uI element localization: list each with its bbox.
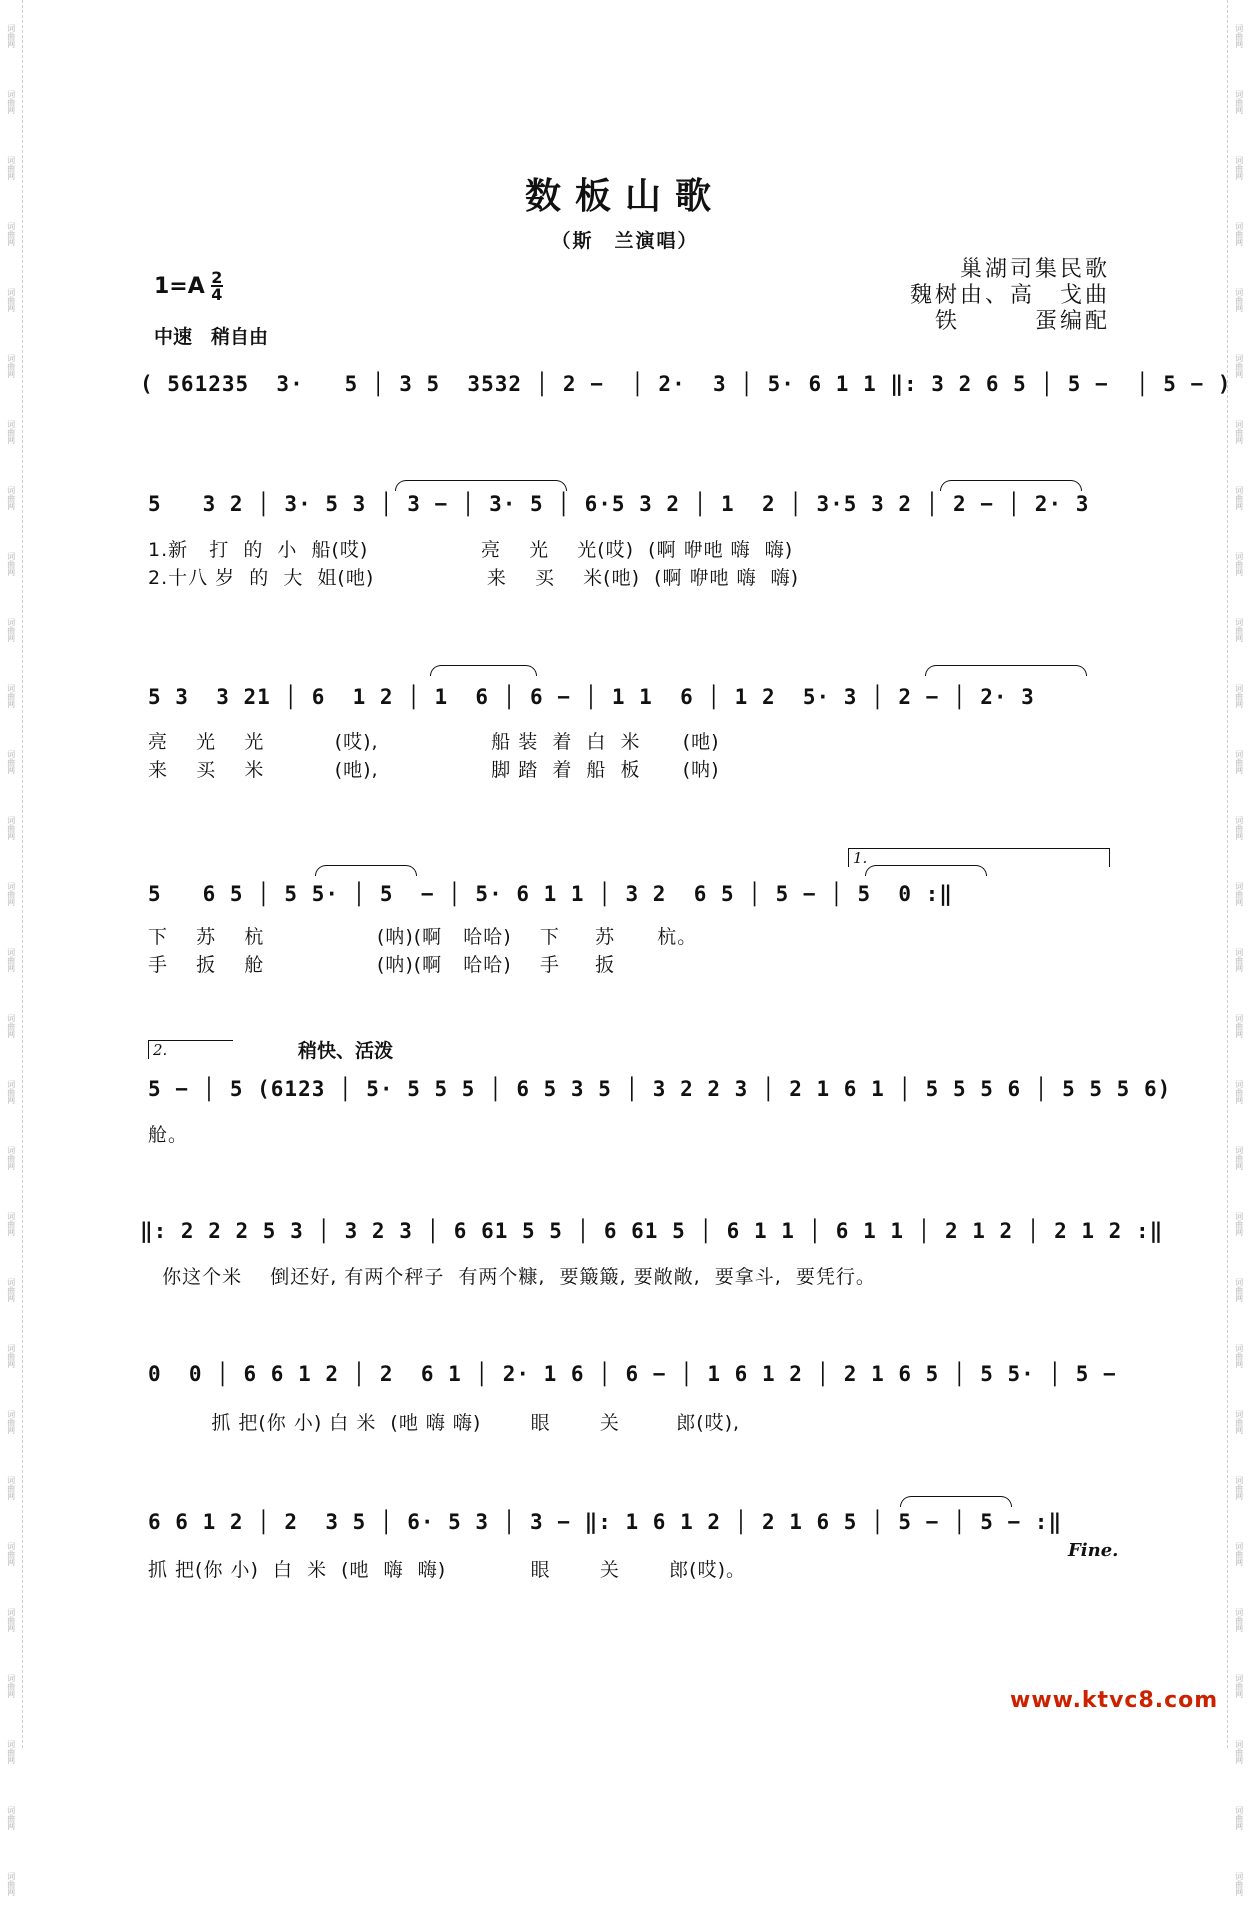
performer-subtitle: （斯 兰演唱） xyxy=(551,230,699,252)
fine-mark: Fine. xyxy=(1068,1540,1119,1561)
side-watermark-text: 词曲网 xyxy=(1234,288,1244,312)
side-watermark-text: 词曲网 xyxy=(1234,90,1244,114)
side-watermark-text: 词曲网 xyxy=(6,882,16,906)
side-watermark-text: 词曲网 xyxy=(6,948,16,972)
lyric-verse-2: 手 扳 舱 (呐)(啊 哈哈) 手 扳 xyxy=(148,954,616,976)
side-watermark-text: 词曲网 xyxy=(1234,1410,1244,1434)
side-watermark-text: 词曲网 xyxy=(6,1344,16,1368)
side-watermark-text: 词曲网 xyxy=(6,1014,16,1038)
side-watermark-text: 词曲网 xyxy=(1234,1608,1244,1632)
side-watermark-text: 词曲网 xyxy=(6,486,16,510)
side-watermark-text: 词曲网 xyxy=(6,1476,16,1500)
side-watermark-text: 词曲网 xyxy=(1234,222,1244,246)
side-watermark-text: 词曲网 xyxy=(1234,1872,1244,1896)
site-watermark: www.ktvc8.com xyxy=(1010,1688,1219,1713)
notation-line: 6 6 1 2 │ 2 3 5 │ 6· 5 3 │ 3 − ‖: 1 6 1 2 │ 2 1 6 5 │ 5 − │ 5 − :‖ xyxy=(148,1510,1063,1534)
lyric-verse-2: 2.十八 岁 的 大 姐(吔) 来 买 米(吔) (啊 咿吔 嗨 嗨) xyxy=(148,567,800,589)
side-watermark-text: 词曲网 xyxy=(1234,750,1244,774)
side-watermark-text: 词曲网 xyxy=(1234,156,1244,180)
second-ending: 2. xyxy=(148,1040,233,1059)
side-watermark-text: 词曲网 xyxy=(6,222,16,246)
side-watermark-text: 词曲网 xyxy=(1234,1014,1244,1038)
lyric-verse-1: 下 苏 杭 (呐)(啊 哈哈) 下 苏 杭。 xyxy=(148,926,698,948)
side-watermark-text: 词曲网 xyxy=(6,1674,16,1698)
side-watermark-text: 词曲网 xyxy=(1234,1146,1244,1170)
side-watermark-text: 词曲网 xyxy=(1234,882,1244,906)
time-signature: $\frac{2}{4}$ xyxy=(211,268,223,304)
first-ending: 1. xyxy=(848,848,1110,867)
side-watermark-text: 词曲网 xyxy=(6,1806,16,1830)
side-watermark-text: 词曲网 xyxy=(6,354,16,378)
side-watermark-text: 词曲网 xyxy=(1234,684,1244,708)
side-watermark-text: 词曲网 xyxy=(6,1608,16,1632)
side-watermark-text: 词曲网 xyxy=(6,1740,16,1764)
right-watermark-strip xyxy=(1227,0,1250,1896)
side-watermark-text: 词曲网 xyxy=(1234,1476,1244,1500)
notation-line: 5 3 3 21 │ 6 1 2 │ 1 6 │ 6 − │ 1 1 6 │ 1 2 5· 3 │ 2 − │ 2· 3 xyxy=(148,685,1035,709)
notation-line: 0 0 │ 6 6 1 2 │ 2 6 1 │ 2· 1 6 │ 6 − │ 1 6 1 2 │ 2 1 6 5 │ 5 5· │ 5 − xyxy=(148,1362,1117,1386)
side-watermark-text: 词曲网 xyxy=(1234,552,1244,576)
left-watermark-strip xyxy=(0,0,23,1896)
side-watermark-text: 词曲网 xyxy=(1234,1212,1244,1236)
side-watermark-text: 词曲网 xyxy=(1234,1542,1244,1566)
side-watermark-text: 词曲网 xyxy=(1234,1806,1244,1830)
side-watermark-text: 词曲网 xyxy=(6,552,16,576)
credit-line-3: 铁 蛋编配 xyxy=(934,309,1110,334)
side-watermark-text: 词曲网 xyxy=(1234,1674,1244,1698)
lyric-line: 抓 把(你 小) 白 米 (吔 嗨 嗨) 眼 关 郎(哎), xyxy=(148,1412,741,1434)
side-watermark-text: 词曲网 xyxy=(6,156,16,180)
lyric-line: 抓 把(你 小) 白 米 (吔 嗨 嗨) 眼 关 郎(哎)。 xyxy=(148,1559,746,1581)
notation-line: ( 561235 3· 5 │ 3 5 3532 │ 2 − │ 2· 3 │ 5· 6 1 1 ‖: 3 2 6 5 │ 5 − │ 5 − ) xyxy=(140,372,1232,396)
side-watermark-text: 词曲网 xyxy=(6,1080,16,1104)
side-watermark-text: 词曲网 xyxy=(1234,24,1244,48)
side-watermark-text: 词曲网 xyxy=(6,24,16,48)
lyric-line: 舱。 xyxy=(148,1124,189,1146)
side-watermark-text: 词曲网 xyxy=(1234,420,1244,444)
side-watermark-text: 词曲网 xyxy=(1234,618,1244,642)
side-watermark-text: 词曲网 xyxy=(6,1410,16,1434)
side-watermark-text: 词曲网 xyxy=(6,90,16,114)
notation-line: 5 6 5 │ 5 5· │ 5 − │ 5· 6 1 1 │ 3 2 6 5 │ 5 − │ 5 0 :‖ xyxy=(148,882,953,906)
lyric-verse-2: 来 买 米 (吔), 脚 踏 着 船 板 (呐) xyxy=(148,759,720,781)
key-label: 1=A xyxy=(154,273,205,299)
side-watermark-text: 词曲网 xyxy=(6,1212,16,1236)
lyric-line: 你这个米 倒还好, 有两个秤子 有两个糠, 要簸簸, 要敞敞, 要拿斗, 要凭行。 xyxy=(148,1266,876,1288)
side-watermark-text: 词曲网 xyxy=(1234,1740,1244,1764)
side-watermark-text: 词曲网 xyxy=(6,1278,16,1302)
side-watermark-text: 词曲网 xyxy=(1234,354,1244,378)
notation-line: ‖: 2 2 2 5 3 │ 3 2 3 │ 6 61 5 5 │ 6 61 5 │ 6 1 1 │ 6 1 1 │ 2 1 2 │ 2 1 2 :‖ xyxy=(140,1219,1164,1243)
side-watermark-text: 词曲网 xyxy=(6,1146,16,1170)
side-watermark-text: 词曲网 xyxy=(6,288,16,312)
side-watermark-text: 词曲网 xyxy=(6,618,16,642)
tempo-mark-2: 稍快、活泼 xyxy=(298,1040,394,1062)
credit-line-1: 巢湖司集民歌 xyxy=(959,257,1110,282)
notation-line: 5 − │ 5 (6123 │ 5· 5 5 5 │ 6 5 3 5 │ 3 2 2 3 │ 2 1 6 1 │ 5 5 5 6 │ 5 5 5 6) xyxy=(148,1077,1172,1101)
side-watermark-text: 词曲网 xyxy=(1234,1080,1244,1104)
side-watermark-text: 词曲网 xyxy=(6,1872,16,1896)
credit-line-2: 魏树由、高 戈曲 xyxy=(909,283,1110,308)
side-watermark-text: 词曲网 xyxy=(6,750,16,774)
side-watermark-text: 词曲网 xyxy=(6,1542,16,1566)
side-watermark-text: 词曲网 xyxy=(1234,1344,1244,1368)
side-watermark-text: 词曲网 xyxy=(6,684,16,708)
song-title: 数板山歌 xyxy=(524,175,725,217)
side-watermark-text: 词曲网 xyxy=(1234,816,1244,840)
key-signature xyxy=(154,270,223,302)
lyric-verse-1: 1.新 打 的 小 船(哎) 亮 光 光(哎) (啊 咿吔 嗨 嗨) xyxy=(148,539,794,561)
side-watermark-text: 词曲网 xyxy=(1234,486,1244,510)
side-watermark-text: 词曲网 xyxy=(1234,948,1244,972)
tempo-mark-1: 中速 稍自由 xyxy=(154,326,269,348)
side-watermark-text: 词曲网 xyxy=(6,816,16,840)
side-watermark-text: 词曲网 xyxy=(1234,1278,1244,1302)
lyric-verse-1: 亮 光 光 (哎), 船 装 着 白 米 (吔) xyxy=(148,731,720,753)
notation-line: 5 3 2 │ 3· 5 3 │ 3 − │ 3· 5 │ 6·5 3 2 │ 1 2 │ 3·5 3 2 │ 2 − │ 2· 3 xyxy=(148,492,1090,516)
side-watermark-text: 词曲网 xyxy=(6,420,16,444)
